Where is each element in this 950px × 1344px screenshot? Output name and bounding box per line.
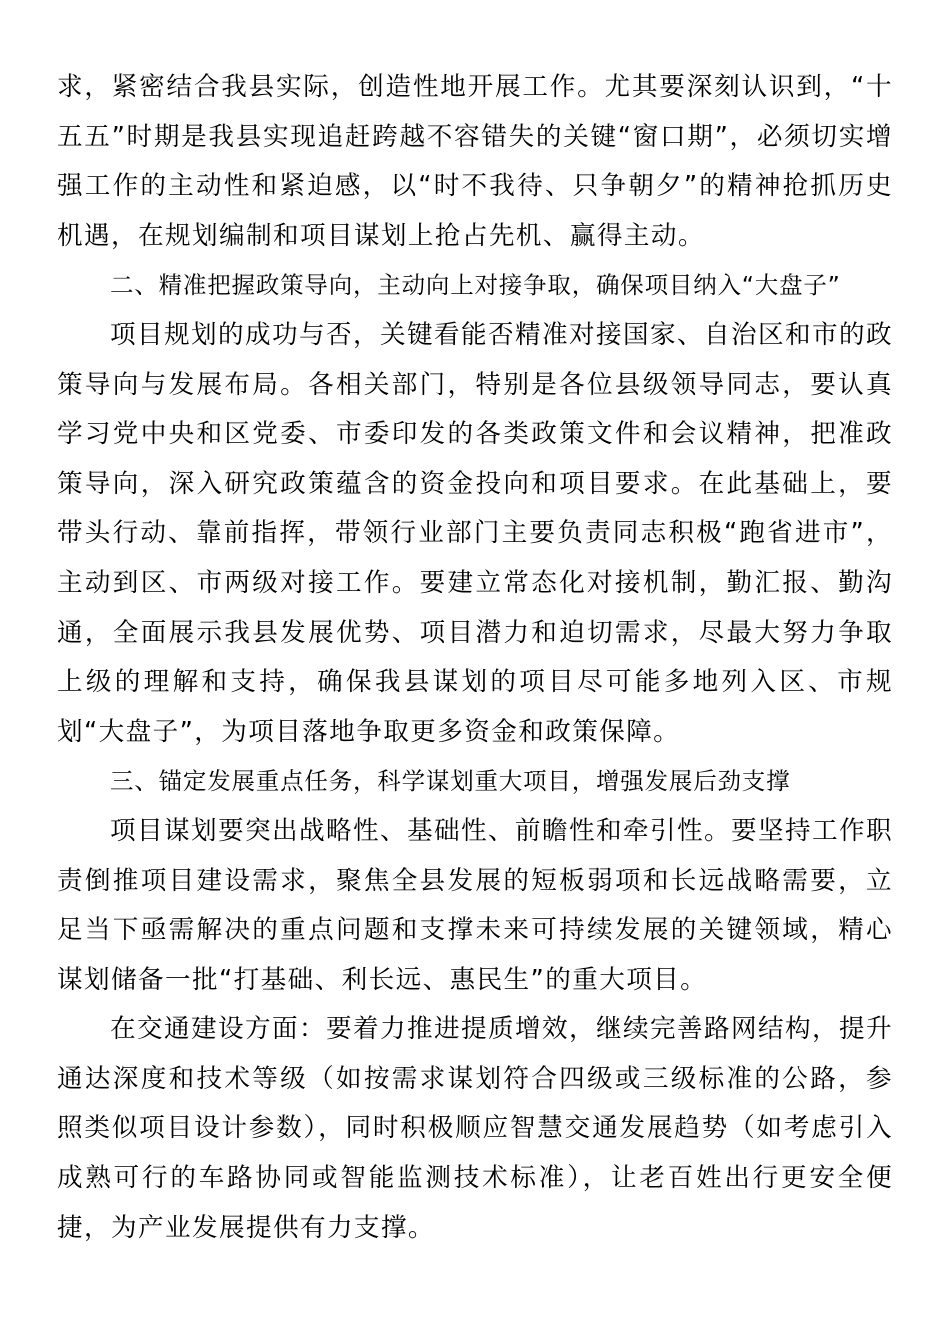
document-page — [57, 63, 893, 1253]
paragraph-transport: 在交通建设方面：要着力推进提质增效，继续完善路网结构，提升通达深度和技术等级（如按需求谋划符合四级或三级标准的公路，参照类似项目设计参数），同时积极顺应智慧交通发展趋势（如考虑引入成熟可行的车路协同或智能监测技术标准），让老百姓出行更安全便捷，为产业发展提供有力支撑。 — [57, 1014, 893, 1243]
paragraph-project-planning: 项目谋划要突出战略性、基础性、前瞻性和牵引性。要坚持工作职责倒推项目建设需求，聚焦全县发展的短板弱项和长远战略需要，立足当下亟需解决的重点问题和支撑未来可持续发展的关键领域，精心谋划储备一批“打基础、利长远、惠民生”的重大项目。 — [57, 815, 893, 995]
section-heading-3: 三、锚定发展重点任务，科学谋划重大项目，增强发展后劲支撑 — [110, 767, 791, 796]
paragraph-policy: 项目规划的成功与否，关键看能否精准对接国家、自治区和市的政策导向与发展布局。各相关部门，特别是各位县级领导同志，要认真学习党中央和区党委、市委印发的各类政策文件和会议精神，把准政策导向，深入研究政策蕴含的资金投向和项目要求。在此基础上，要带头行动、靠前指挥，带领行业部门主要负责同志积极“跑省进市”，主动到区、市两级对接工作。要建立常态化对接机制，勤汇报、勤沟通，全面展示我县发展优势、项目潜力和迫切需求，尽最大努力争取上级的理解和支持，确保我县谋划的项目尽可能多地列入区、市规划“大盘子”，为项目落地争取更多资金和政策保障。 — [57, 319, 893, 747]
paragraph-continuation: 求，紧密结合我县实际，创造性地开展工作。尤其要深刻认识到，“十五五”时期是我县实现追赶跨越不容错失的关键“窗口期”，必须切实增强工作的主动性和紧迫感，以“时不我待、只争朝夕”的精神抢抓历史机遇，在规划编制和项目谋划上抢占先机、赢得主动。 — [57, 72, 893, 251]
section-heading-2: 二、精准把握政策导向，主动向上对接争取，确保项目纳入“大盘子” — [110, 271, 841, 300]
